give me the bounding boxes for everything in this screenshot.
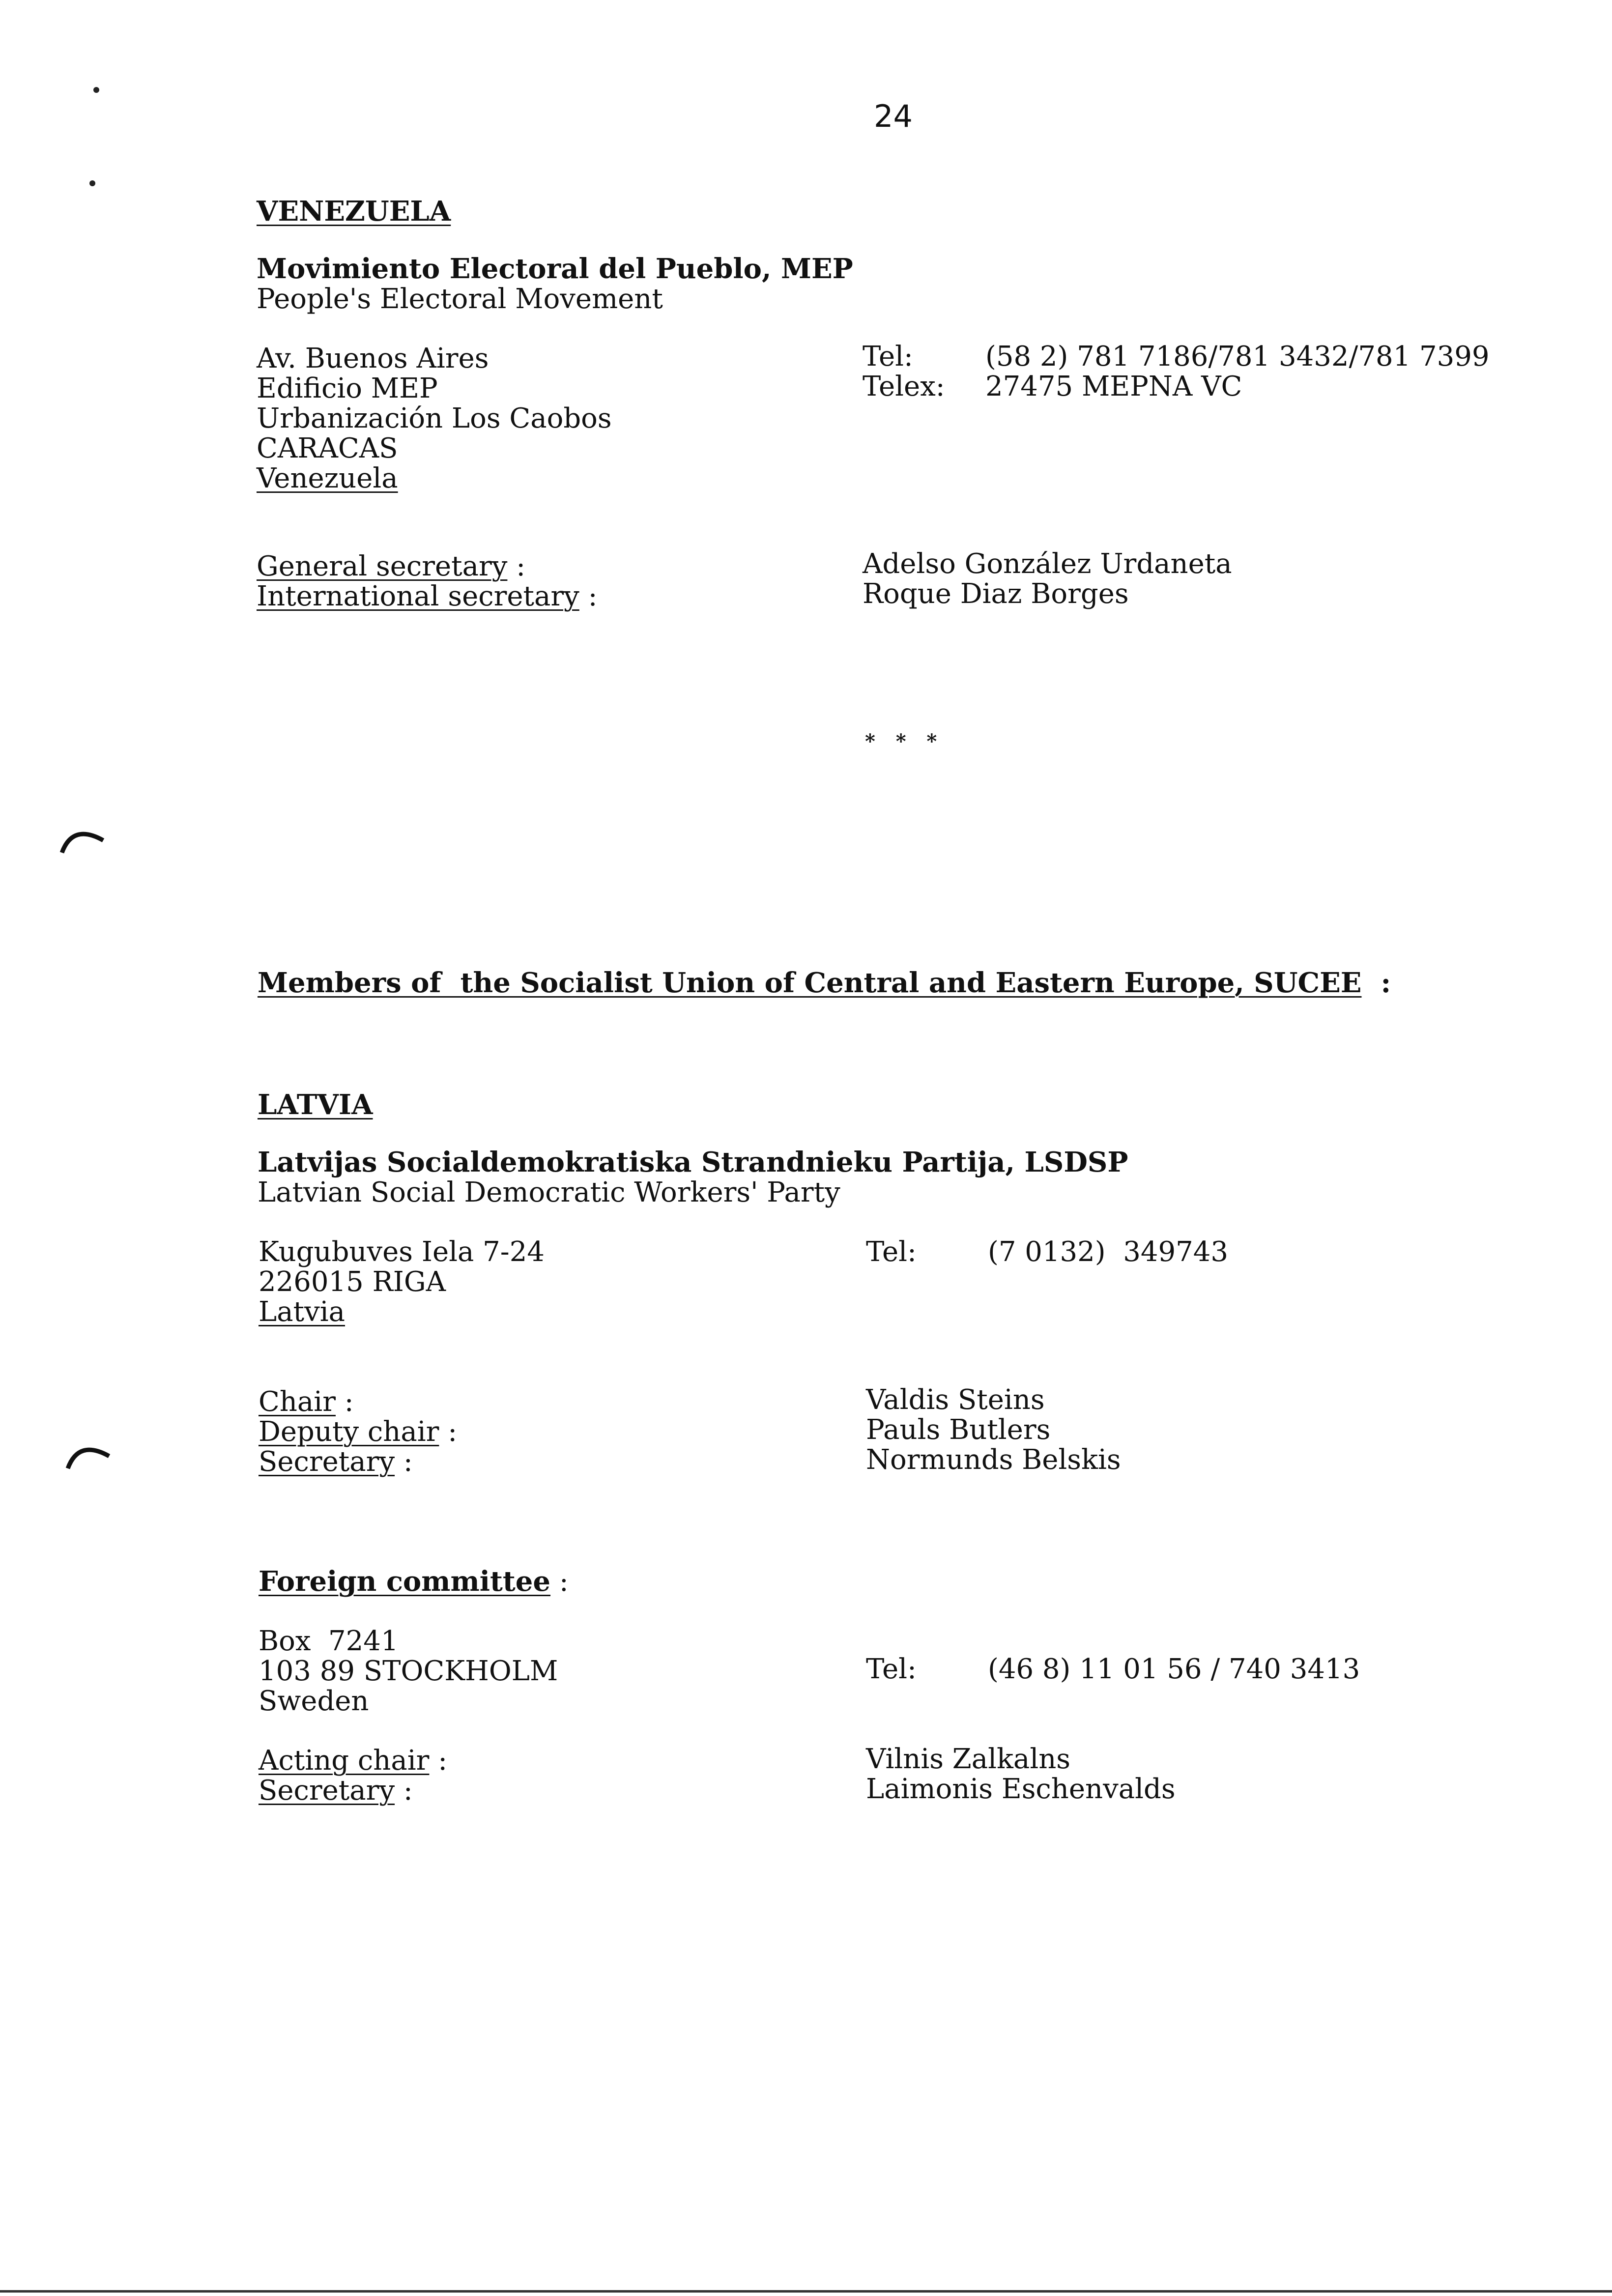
party-name-mep: Movimiento Electoral del Pueblo, MEP <box>257 253 853 285</box>
party-name-lsdsp: Latvijas Socialdemokratiska Strandnieku Partija, LSDSP <box>258 1146 1128 1178</box>
address-line: 226015 RIGA <box>259 1266 446 1298</box>
address-line: Box 7241 <box>259 1625 399 1657</box>
officer-name: Pauls Butlers <box>866 1414 1051 1446</box>
contact-value: 27475 MEPNA VC <box>985 371 1242 402</box>
contact-label: Tel: <box>866 1236 917 1268</box>
address-line: Kugubuves Iela 7-24 <box>259 1236 545 1268</box>
sucee-heading: Members of the Socialist Union of Central and Eastern Europe, SUCEE : <box>258 967 1391 999</box>
officer-name: Valdis Steins <box>866 1384 1045 1416</box>
contact-value: (7 0132) 349743 <box>988 1236 1229 1268</box>
officer-name: Normunds Belskis <box>866 1444 1121 1476</box>
party-english-name: People's Electoral Movement <box>257 283 663 315</box>
party-english-name: Latvian Social Democratic Workers' Party <box>258 1177 840 1208</box>
address-country: Latvia <box>259 1296 345 1328</box>
officer-role: Acting chair : <box>259 1745 448 1777</box>
contact-value: (46 8) 11 01 56 / 740 3413 <box>988 1653 1360 1685</box>
page-bottom-rule <box>0 2290 1612 2293</box>
section-separator: * * * <box>865 730 937 753</box>
address-line: Av. Buenos Aires <box>257 343 489 374</box>
address-line: CARACAS <box>257 432 398 464</box>
officer-role: Secretary : <box>259 1775 413 1807</box>
scan-dot-mark <box>93 87 99 93</box>
address-line: Sweden <box>259 1685 369 1717</box>
punch-hole-arc-bottom <box>64 1434 113 1473</box>
country-heading-venezuela: VENEZUELA <box>257 195 451 228</box>
address-line: 103 89 STOCKHOLM <box>259 1655 558 1687</box>
officer-name: Vilnis Zalkalns <box>866 1743 1071 1775</box>
address-line: Urbanización Los Caobos <box>257 402 612 434</box>
officer-name: Laimonis Eschenvalds <box>866 1773 1176 1805</box>
address-country: Venezuela <box>257 462 398 494</box>
address-line: Edificio MEP <box>257 373 438 404</box>
contact-label: Tel: <box>863 341 913 373</box>
country-heading-latvia: LATVIA <box>258 1089 373 1121</box>
scan-dot-mark <box>89 180 95 186</box>
officer-role: International secretary : <box>257 580 598 612</box>
foreign-committee-heading: Foreign committee : <box>259 1565 569 1598</box>
contact-label: Tel: <box>866 1653 917 1685</box>
officer-role: General secretary : <box>257 550 526 582</box>
officer-role: Chair : <box>259 1386 354 1418</box>
punch-hole-arc-top <box>58 818 107 858</box>
contact-label: Telex: <box>863 371 945 402</box>
officer-name: Adelso González Urdaneta <box>863 548 1232 580</box>
officer-role: Secretary : <box>259 1446 413 1478</box>
officer-role: Deputy chair : <box>259 1416 458 1448</box>
page-number: 24 <box>874 98 913 134</box>
officer-name: Roque Diaz Borges <box>863 578 1129 610</box>
contact-value: (58 2) 781 7186/781 3432/781 7399 <box>985 341 1490 373</box>
